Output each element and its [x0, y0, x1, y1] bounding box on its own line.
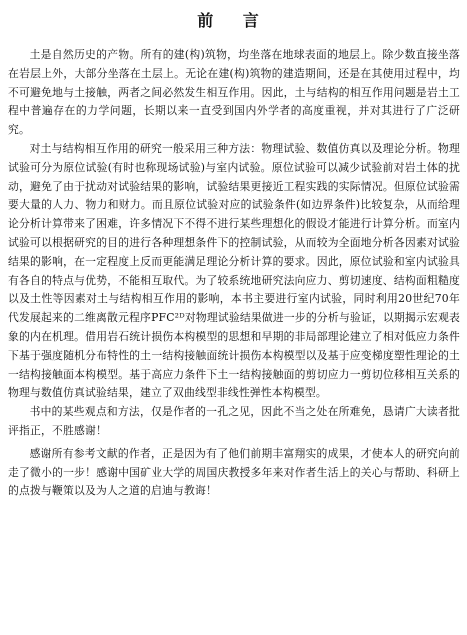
- paragraph-4: 感谢所有参考文献的作者，正是因为有了他们前期丰富翔实的成果，才使本人的研究向前走了微小的一步！感谢中国矿业大学的周国庆教授多年来对作者生活上的关心与帮助、科研上的点拨与鞭策以及为人之道的启迪与教诲！: [8, 446, 460, 498]
- paragraph-2: 对土与结构相互作用的研究一般采用三种方法：物理试验、数值仿真以及理论分析。物理试验可分为原位试验(有时也称现场试验)与室内试验。原位试验可以减少试验前对岩土体的扰动，避免了由于扰动对试验结果的影响，试验结果更接近工程实践的实际情况。但原位试验需要大量的人力、物力和财力。而且原位试验对应的试验条件(如边界条件)比较复杂，从而给理论分析计算带来了困难，许多情况下不得不进行某些理想化的假设才能进行计算分析。而室内试验可以根据研究的目的进行各种理想条件下的控制试验，从而较为全面地分析各因素对试验结果的影响，在一定程度上反而更能满足理论分析计算的要求。因此，原位试验和室内试验具有各自的特点与优势，不能相互取代。为了较系统地研究法向应力、剪切速度、结构面粗糙度以及土性等因素对土与结构相互作用的影响，本书主要进行室内试验，同时利用20世纪70年代发展起来的二维离散元程序PFC²ᴰ对物理试验结果做进一步的分析与验证，以期揭示宏观表象的内在机理。借用岩石统计损伤本构模型的思想和早期的非局部理论建立了相对低应力条件下基于强度随机分布特性的土一结构接触面统计损伤本构模型以及基于应变梯度塑性理论的土一结构接触面本构模型。基于高应力条件下土一结构接触面的剪切应力一剪切位移相互关系的物理与数值仿真试验结果，建立了双曲线型非线性弹性本构模型。: [8, 141, 460, 400]
- page-title: 前 言: [197, 11, 271, 30]
- paragraph-1: 土是自然历史的产物。所有的建(构)筑物，均坐落在地球表面的地层上。除少数直接坐落在岩层上外，大部分坐落在土层上。无论在建(构)筑物的建造期间，还是在其使用过程中，均不可避免地与土接触，两者之间必然发生相互作用。因此，土与结构的相互作用问题是岩土工程中普遍存在的力学问题，长期以来一直受到国内外学者的高度重视，并对其进行了广泛研究。: [8, 48, 460, 137]
- paragraph-3: 书中的某些观点和方法，仅是作者的一孔之见，因此不当之处在所难免，恳请广大读者批评指正，不胜感谢！: [8, 405, 460, 437]
